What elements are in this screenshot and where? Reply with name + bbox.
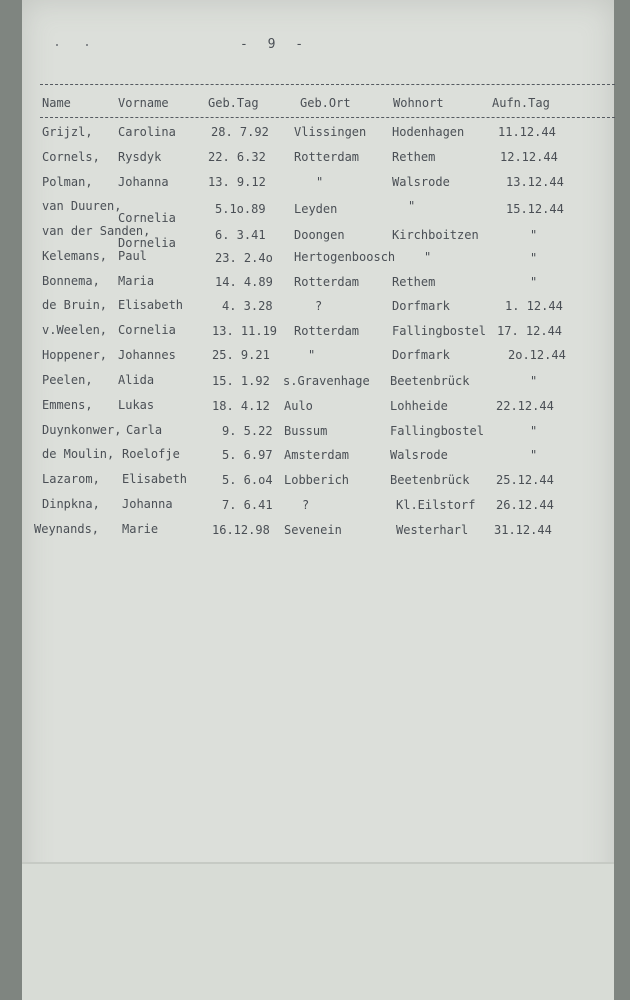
- cell-geb-ort: ?: [302, 498, 310, 512]
- cell-wohnort: Hodenhagen: [392, 125, 465, 139]
- cell-geb-ort: ?: [315, 299, 323, 313]
- cell-geb-ort: s.Gravenhage: [283, 374, 370, 388]
- cell-vorname: Elisabeth: [122, 472, 188, 486]
- cell-vorname: Maria: [118, 274, 155, 288]
- cell-wohnort: Rethem: [392, 150, 436, 164]
- cell-name: van Duuren,: [42, 199, 122, 213]
- cell-aufn-tag: 2o.12.44: [508, 348, 566, 362]
- cell-geb-tag: 16.12.98: [212, 523, 270, 537]
- header-top-rule: [40, 84, 615, 85]
- page-number: - 9 -: [240, 37, 310, 52]
- cell-name: Weynands,: [34, 522, 100, 536]
- cell-vorname: Johannes: [118, 348, 176, 362]
- cell-aufn-tag: 31.12.44: [494, 523, 552, 537]
- cell-geb-ort: Bussum: [284, 424, 328, 438]
- cell-name: de Bruin,: [42, 298, 108, 312]
- cell-name: Polman,: [42, 175, 93, 189]
- cell-geb-ort: ": [308, 348, 316, 362]
- cell-aufn-tag: ": [530, 424, 538, 438]
- cell-geb-tag: 18. 4.12: [212, 399, 270, 413]
- cell-aufn-tag: 1. 12.44: [505, 299, 563, 313]
- cell-wohnort: Kl.Eilstorf: [396, 498, 476, 512]
- cell-geb-tag: 4. 3.28: [222, 299, 273, 313]
- cell-aufn-tag: 26.12.44: [496, 498, 554, 512]
- cell-wohnort: Kirchboitzen: [392, 228, 479, 242]
- cell-geb-ort: Doongen: [294, 228, 345, 242]
- header-name: Name: [42, 96, 71, 110]
- cell-aufn-tag: 25.12.44: [496, 473, 554, 487]
- cell-name: Dinpkna,: [42, 497, 100, 511]
- cell-name: Duynkonwer,: [42, 423, 122, 437]
- cell-geb-ort: Lobberich: [284, 473, 350, 487]
- cell-vorname: Roelofje: [122, 447, 180, 461]
- header-wohnort: Wohnort: [393, 96, 444, 110]
- cell-aufn-tag: 22.12.44: [496, 399, 554, 413]
- cell-geb-ort: Rotterdam: [294, 324, 360, 338]
- cell-name: Peelen,: [42, 373, 93, 387]
- cell-geb-tag: 22. 6.32: [208, 150, 266, 164]
- cell-geb-tag: 6. 3.41: [215, 228, 266, 242]
- cell-aufn-tag: 15.12.44: [506, 202, 564, 216]
- cell-geb-ort: Rotterdam: [294, 150, 360, 164]
- cell-name: Hoppener,: [42, 348, 108, 362]
- cell-geb-tag: 14. 4.89: [215, 275, 273, 289]
- cell-vorname: Johanna: [118, 175, 169, 189]
- cell-aufn-tag: ": [530, 448, 538, 462]
- cell-vorname: Cornelia: [118, 323, 176, 337]
- cell-wohnort: Fallingbostel: [390, 424, 484, 438]
- cell-wohnort: Walsrode: [390, 448, 448, 462]
- cell-geb-ort: Aulo: [284, 399, 313, 413]
- cell-vorname: Marie: [122, 522, 159, 536]
- cell-wohnort: Dorfmark: [392, 299, 450, 313]
- cell-geb-tag: 15. 1.92: [212, 374, 270, 388]
- cell-vorname: Elisabeth: [118, 298, 184, 312]
- cell-name: de Moulin,: [42, 447, 115, 461]
- cell-vorname: Dornelia: [118, 236, 176, 250]
- cell-aufn-tag: 17. 12.44: [497, 324, 563, 338]
- cell-wohnort: Westerharl: [396, 523, 469, 537]
- cell-wohnort: Beetenbrück: [390, 473, 470, 487]
- cell-name: Cornels,: [42, 150, 100, 164]
- cell-aufn-tag: ": [530, 275, 538, 289]
- cell-aufn-tag: 12.12.44: [500, 150, 558, 164]
- cell-name: Emmens,: [42, 398, 93, 412]
- cell-geb-tag: 5.1o.89: [215, 202, 266, 216]
- cell-geb-tag: 28. 7.92: [211, 125, 269, 139]
- header-geb-ort: Geb.Ort: [300, 96, 351, 110]
- cell-geb-ort: ": [316, 175, 324, 189]
- cell-name: v.Weelen,: [42, 323, 108, 337]
- cell-vorname: Lukas: [118, 398, 155, 412]
- cell-vorname: Carla: [126, 423, 163, 437]
- cell-geb-ort: Vlissingen: [294, 125, 367, 139]
- cell-geb-ort: Leyden: [294, 202, 338, 216]
- cell-geb-ort: Hertogenboosch: [294, 250, 396, 264]
- cell-wohnort: Walsrode: [392, 175, 450, 189]
- cell-wohnort: ": [408, 199, 416, 213]
- cell-geb-tag: 7. 6.41: [222, 498, 273, 512]
- cell-name: Grijzl,: [42, 125, 93, 139]
- cell-geb-tag: 13. 11.19: [212, 324, 278, 338]
- cell-wohnort: Dorfmark: [392, 348, 450, 362]
- cell-vorname: Paul: [118, 249, 147, 263]
- cell-wohnort: ": [424, 250, 432, 264]
- cell-geb-tag: 23. 2.4o: [215, 251, 273, 265]
- page-lower-fold: [22, 864, 614, 1000]
- ink-speck: [86, 44, 88, 46]
- cell-name: Lazarom,: [42, 472, 100, 486]
- header-geb-tag: Geb.Tag: [208, 96, 259, 110]
- cell-vorname: Rysdyk: [118, 150, 162, 164]
- header-vorname: Vorname: [118, 96, 169, 110]
- cell-aufn-tag: 11.12.44: [498, 125, 556, 139]
- cell-aufn-tag: ": [530, 251, 538, 265]
- cell-wohnort: Lohheide: [390, 399, 448, 413]
- cell-geb-ort: Rotterdam: [294, 275, 360, 289]
- cell-geb-tag: 9. 5.22: [222, 424, 273, 438]
- cell-vorname: Cornelia: [118, 211, 176, 225]
- cell-wohnort: Beetenbrück: [390, 374, 470, 388]
- cell-geb-tag: 5. 6.97: [222, 448, 273, 462]
- cell-name: Bonnema,: [42, 274, 100, 288]
- cell-vorname: Alida: [118, 373, 155, 387]
- cell-wohnort: Fallingbostel: [392, 324, 486, 338]
- cell-wohnort: Rethem: [392, 275, 436, 289]
- cell-geb-ort: Amsterdam: [284, 448, 350, 462]
- cell-geb-ort: Sevenein: [284, 523, 342, 537]
- cell-geb-tag: 25. 9.21: [212, 348, 270, 362]
- cell-vorname: Johanna: [122, 497, 173, 511]
- ink-speck: [56, 44, 58, 46]
- cell-name: Kelemans,: [42, 249, 108, 263]
- header-bottom-rule: [40, 117, 615, 118]
- cell-vorname: Carolina: [118, 125, 176, 139]
- cell-geb-tag: 5. 6.o4: [222, 473, 273, 487]
- cell-geb-tag: 13. 9.12: [208, 175, 266, 189]
- cell-name: van der Sanden,: [42, 224, 151, 238]
- header-aufn-tag: Aufn.Tag: [492, 96, 550, 110]
- cell-aufn-tag: 13.12.44: [506, 175, 564, 189]
- cell-aufn-tag: ": [530, 228, 538, 242]
- cell-aufn-tag: ": [530, 374, 538, 388]
